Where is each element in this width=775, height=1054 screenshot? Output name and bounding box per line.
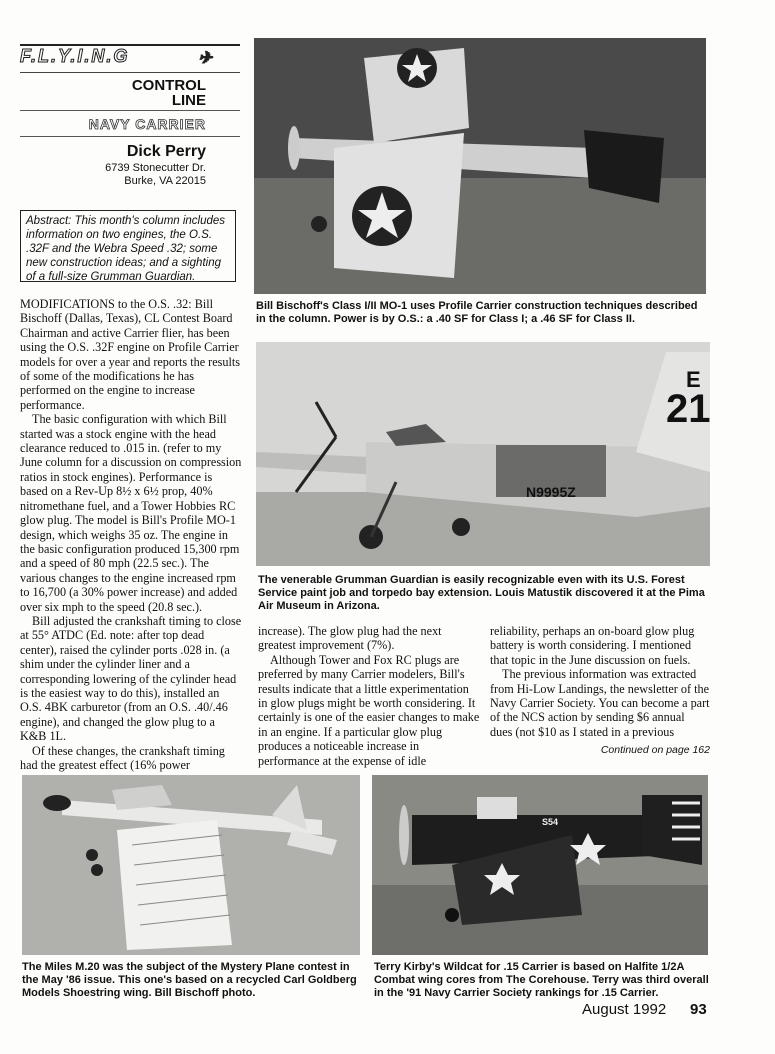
caption-photo1: Bill Bischoff's Class I/II MO-1 uses Profile Carrier construction techniques described in the column. Power is by O.S.: a .40 SF for Class I; a .46 SF for Class II.	[256, 300, 698, 325]
paragraph: Although Tower and Fox RC plugs are preferred by many Carrier modelers, Bill's results indicate that a little experimentation in glow plugs might be worth considering. It certainly is one of the easier changes to make in an engine. If a particular glow plug produces a noticeable increase in performance at the expense of idle	[258, 652, 480, 768]
photo-mo1	[254, 38, 706, 294]
article-column-1	[20, 297, 242, 772]
photo-miles-m20	[22, 775, 360, 955]
article-column-2	[258, 624, 480, 768]
tail-number: 21	[666, 387, 710, 431]
mo1-model-image	[254, 38, 706, 294]
paragraph: The basic configuration with which Bill started was a stock engine with the head clearance reduced to .015 in. (refer to my June column for a discussion on compression ratios in stock engines). Performance is based on a Rev-Up 8½ x 6½ prop, 40% nitromethane fuel, and a Tower Hobbies RC glow plug. The model is Bill's Profile MO-1 design, which weighs 35 oz. The engine in the basic configuration produced 15,300 rpm and a speed of 80 mph (22.5 sec.). The various changes to the engine increased rpm to 16,700 (a 30% power increase) and added over six mph to the speed (20.8 sec.).	[20, 412, 242, 614]
photo-wildcat	[372, 775, 708, 955]
wildcat-model-image	[372, 775, 708, 955]
article-column-3	[490, 624, 710, 739]
photo-guardian	[256, 342, 710, 566]
caption-photo3: The Miles M.20 was the subject of the Mystery Plane contest in the May '86 issue. This one's based on a recycled Carl Goldberg Models Shoestring wing. Bill Bischoff photo.	[22, 961, 357, 999]
paragraph: Bill adjusted the crankshaft timing to close at 55° ATDC (Ed. note: after top dead center), raised the cylinder ports .028 in. (a shim under the cylinder liner and a corresponding lowering of the cylinder head is the easiest way to do this), installed an O.S. 4BK carburetor (from an O.S. .40/.46 engine), and changed the glow plug to a K&B 1L.	[20, 613, 242, 744]
paragraph: Of these changes, the crankshaft timing had the greatest effect (16% power	[20, 743, 225, 772]
author-name: Dick Perry	[126, 143, 206, 160]
divider	[20, 136, 240, 137]
paragraph: MODIFICATIONS to the O.S. .32: Bill Bischoff (Dallas, Texas), CL Contest Board Chairman and active Carrier flier, has been using the O.S. .32F engine on Profile Carrier models for over a year and reports the results of some of the modifications he has performed on the engine to increase performance.	[20, 297, 240, 412]
abstract-box: Abstract: This month's column includes information on two engines, the O.S. .32F and the Webra Speed .32; some new construction ideas; and a sighting of a full-size Grumman Guardian.	[20, 210, 236, 282]
section-title: F.L.Y.I.N.G	[20, 46, 130, 66]
paragraph: The previous information was extracted from Hi-Low Landings, the newsletter of the Navy Carrier Society. You can become a part of the NCS action by sending $6 annual dues (not $10 as I stated in a previous	[490, 667, 710, 739]
author-address	[60, 162, 206, 188]
wildcat-number: S54	[542, 817, 559, 827]
miles-m20-model-image	[22, 775, 360, 955]
caption-photo4: Terry Kirby's Wildcat for .15 Carrier is based on Halfite 1/2A Combat wing cores from The Corehouse. Terry was third overall in the '91 Navy Carrier Society rankings for .15 Carrier.	[374, 961, 709, 999]
divider	[20, 110, 240, 111]
tail-letter: E	[686, 367, 701, 392]
category-heading	[100, 78, 206, 108]
guardian-aircraft-image	[256, 342, 710, 566]
category-line-1: CONTROL	[131, 77, 206, 94]
address-line-2: Burke, VA 22015	[124, 175, 206, 187]
issue-date: August 1992	[582, 1001, 667, 1018]
section-banner	[20, 44, 240, 73]
paragraph: reliability, perhaps an on-board glow plug battery is worth considering. I mentioned that topic in the June discussion on fuels.	[490, 624, 695, 667]
fuselage-number: N9995Z	[526, 484, 576, 500]
airplane-icon: ✈	[198, 50, 214, 67]
continued-note: Continued on page 162	[600, 744, 710, 756]
paragraph: increase). The glow plug had the next greatest improvement (7%).	[258, 624, 442, 653]
caption-photo2: The venerable Grumman Guardian is easily recognizable even with its U.S. Forest Service paint job and torpedo bay extension. Louis Matustik discovered it at the Pima Air Museum in Arizona.	[258, 574, 705, 612]
subcategory: NAVY CARRIER	[88, 116, 206, 132]
page-number: 93	[690, 1001, 707, 1018]
address-line-1: 6739 Stonecutter Dr.	[105, 162, 206, 174]
category-line-2: LINE	[171, 92, 206, 109]
